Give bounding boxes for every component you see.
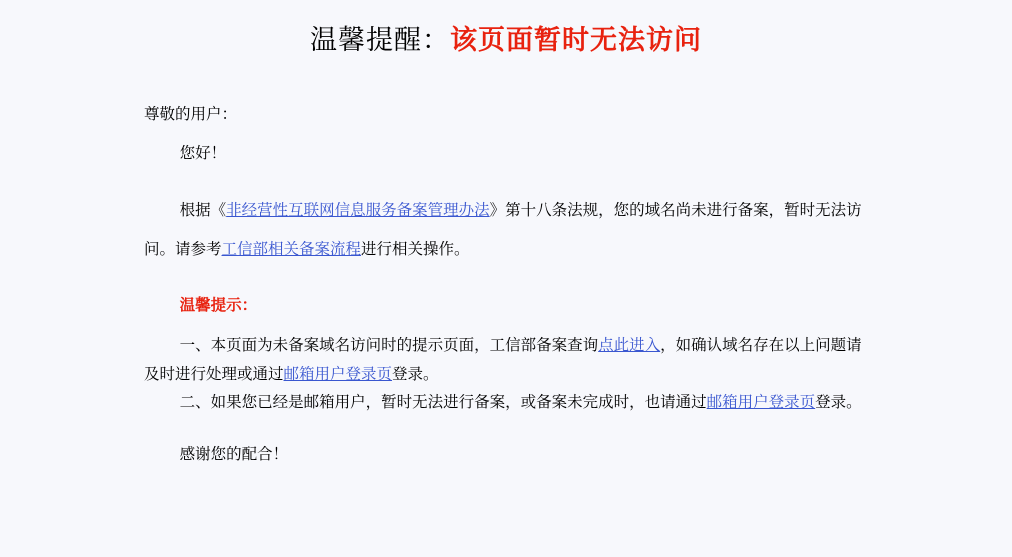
greeting: 您好！: [179, 145, 227, 163]
page-title: [0, 0, 1012, 56]
notice-list: [144, 332, 868, 418]
list-item-1-text-a: 一、本页面为未备案域名访问时的提示页面，工信部备案查询: [179, 337, 599, 355]
link-mail-login-2[interactable]: 邮箱用户登录页: [706, 394, 816, 412]
page-title-prefix: 温馨提醒：: [310, 25, 450, 55]
spacer: [144, 418, 868, 436]
spacer: [144, 174, 868, 192]
salutation: 尊敬的用户：: [144, 106, 238, 124]
reason-paragraph: [144, 192, 868, 270]
list-item-1-text-b: ，如确认域名存在以上问题请及时进行处理或通过: [144, 337, 862, 383]
list-item-1-text-c: 登录。: [392, 365, 439, 383]
list-item-2-text-a: 二、如果您已经是邮箱用户，暂时无法进行备案，或备案未完成时，也请通过: [179, 394, 707, 412]
notice-body: [144, 56, 868, 475]
link-mail-login-1[interactable]: 邮箱用户登录页: [283, 365, 393, 383]
list-item-1: [144, 332, 868, 389]
reason-text-3: 进行相关操作。: [361, 240, 470, 258]
page-title-alert: 该页面暂时无法访问: [450, 25, 702, 55]
link-icp-regulation[interactable]: 非经营性互联网信息服务备案管理办法: [226, 201, 490, 219]
tip-heading: 温馨提示：: [179, 297, 258, 315]
link-miit-process[interactable]: 工信部相关备案流程: [221, 240, 362, 258]
link-miit-query[interactable]: 点此进入: [598, 337, 661, 355]
spacer: [144, 269, 868, 287]
list-item-2: [144, 389, 868, 418]
reason-text-1: 根据《: [179, 201, 227, 219]
list-item-2-text-b: 登录。: [815, 394, 862, 412]
closing-thanks: 感谢您的配合！: [179, 446, 289, 464]
reason-text-2: 》第十八条法规，您的域名尚未进行备案，暂时无法访问。请参考: [144, 201, 862, 258]
